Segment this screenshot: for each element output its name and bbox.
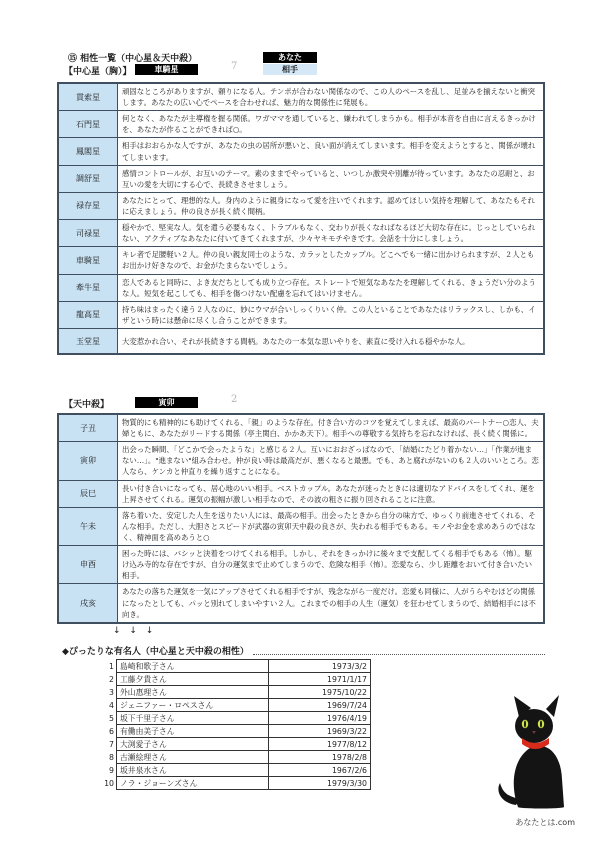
partner-badge: 相手 [263,64,317,75]
celebrity-row [99,751,371,764]
celebrity-birthdate: 1977/8/12 [269,738,371,751]
table-row [58,546,544,584]
center-star-badge: 車騎星 [135,64,198,75]
table-row [58,192,544,219]
tenchusatsu-name-cell: 辰巳 [58,480,118,507]
celebrity-rank: 7 [109,739,114,749]
compat-text-cell: 恋人であると同時に、よき友だちとしても成り立つ存在。ストレートで短気なあなたを理解してくれる、きょうだい分のような人。短気を起こしても、相手を傷つけない配慮を忘れてはいけません。 [118,274,545,301]
table-row [58,111,544,138]
table-row [58,480,544,507]
celebrity-row [99,660,371,673]
compat-text-cell: 何となく、あなたが主導権を握る関係。ワガママを通していると、嫌われてしまうかも。相手が本音を自由に言えるきっかけを、あなたが作ることができれば○。 [118,111,545,138]
celebrity-birthdate: 1973/3/2 [269,660,371,673]
celebrity-birthdate: 1967/2/6 [269,764,371,777]
celebrity-row [99,673,371,686]
compat-text-cell: 長い付き合いになっても、居心地のいい相手。ベストカップル。あなたが迷ったときには適切なアドバイスをしてくれ、運を上昇させてくれる。運気の振幅が激しい相手なので、その波の粗さに振り回されることに注意。 [118,480,545,507]
watermark-7: 7 [231,61,238,72]
celebrities-heading-text: ◆ぴったりな有名人（中心星と天中殺の相性） [62,647,249,657]
celebrity-row [99,764,371,777]
tenchusatsu-name-cell: 子丑 [58,414,118,442]
celebrity-rank: 9 [109,765,114,775]
table-row [58,247,544,274]
celebrity-birthdate: 1976/4/19 [269,712,371,725]
celebrity-name: ジェニファー・ロペスさん [117,699,269,712]
celebrity-name: ノラ・ジョーンズさん [117,777,269,790]
table-row [58,83,544,111]
tenchusatsu-compat-table [57,413,545,624]
star-name-cell: 貫索星 [58,83,118,111]
celebrity-name: 大渕愛子さん [117,738,269,751]
table-row [58,274,544,301]
down-arrows: ↓ ↓ ↓ [113,626,157,636]
table-row [58,507,544,545]
celebrity-name: 有働由美子さん [117,725,269,738]
tenchusatsu-name-cell: 寅卯 [58,442,118,480]
star-name-cell: 鳳閣星 [58,138,118,165]
site-name: あなたとは.com [515,818,575,827]
celebrity-birthdate: 1969/7/24 [269,699,371,712]
compat-text-cell: 穏やかで、堅実な人。気を遣う必要もなく、トラブルもなく、交わりが長くなればなるほど大切な存在に。じっとしていられない、アクティブなあなたに付いてきてくれますが、少々ヤキモチやきです。会話を十分にしましょう。 [118,220,545,247]
celebrity-row [99,686,371,699]
celebrity-name: 工藤夕貴さん [117,673,269,686]
compat-text-cell: 相手はおおらかな人ですが、あなたの虫の居所が悪いと、良い面が消えてしまいます。相手を変えようとすると、関係が壊れてしまいます。 [118,138,545,165]
celebrity-rank: 10 [104,778,114,788]
tenchusatsu-badge: 寅卯 [135,397,198,408]
section2-heading: 【天中殺】 [64,400,110,410]
celebrities-table [99,659,371,790]
celebrity-name: 古瀬絵理さん [117,751,269,764]
table-row [58,584,544,623]
celebrity-rank: 2 [109,674,114,684]
page-title: ⑮ 相性一覧（中心星＆天中殺） [68,54,198,64]
section1-heading: 【中心星（胸）】 [64,67,132,77]
compat-text-cell: 感情コントロールが、お互いのテーマ。素のままでやっていると、いつしか激突や別離が待っています。あなたの忍耐と、お互いの愛を大切にする心で、長続きさせましょう。 [118,165,545,192]
compat-text-cell: 困った時には、バシッと決着をつけてくれる相手。しかし、それをきっかけに後々まで支配してくる相手でもある（怖）。駆け込み寺的な存在ですが、自分の運気まで止めてしまうので、危険な相手（怖）。恋愛なら、少し距離をおいて付き合いたい相手。 [118,546,545,584]
star-name-cell: 石門星 [58,111,118,138]
tenchusatsu-name-cell: 午未 [58,507,118,545]
star-name-cell: 車騎星 [58,247,118,274]
table-row [58,220,544,247]
star-name-cell: 龍高星 [58,301,118,328]
table-row [58,328,544,354]
celebrity-row [99,777,371,790]
celebrities-heading [62,644,545,657]
compat-text-cell: あなたの落ちた運気を一気にアップさせてくれる相手ですが、残念ながら一度だけ。恋愛も同様に、人がうらやむほどの関係になったとしても、パッと別れてしまいやすい２人。これまでの相手の人生（運気）を狂わせてしまうので、結婚相手には不向き。 [118,584,545,623]
table-row [58,442,544,480]
tenchusatsu-name-cell: 申酉 [58,546,118,584]
celebrity-birthdate: 1975/10/22 [269,686,371,699]
table-row [58,138,544,165]
compat-text-cell: 頑固なところがありますが、頼りになる人。テンポが合わない関係なので、この人のペースを乱し、足並みを揃えないと衝突します。あなたの広い心でペースを合わせれば、魅力的な関係性に発展も。 [118,83,545,111]
black-cat-illustration [482,693,582,811]
table-row [58,414,544,442]
dotted-leader [253,654,545,655]
celebrity-birthdate: 1971/1/17 [269,673,371,686]
star-name-cell: 玉堂星 [58,328,118,354]
center-star-compat-table [57,82,545,355]
celebrity-row [99,712,371,725]
celebrity-rank: 3 [109,687,114,697]
celebrity-row [99,738,371,751]
star-name-cell: 司禄星 [58,220,118,247]
celebrity-name: 坂下千里子さん [117,712,269,725]
compat-text-cell: 出会った瞬間、「どこかで会ったような」と感じる２人。互いにおおざっぱなので、「結婚にたどり着かない…」「作業が進まない…」。"進まない"組み合わせ。仲が良い時は最高だが、悪くなると最悪。でも、あと腐れがないのも２人のいいところ。恋人なら、ケンカと仲直りを繰り返すことになる。 [118,442,545,480]
celebrity-rank: 6 [109,726,114,736]
compat-text-cell: 大変惹かれ合い、それが長続きする間柄。あなたの一本気な思いやりを、素直に受け入れる穏やかな人。 [118,328,545,354]
celebrity-row [99,725,371,738]
celebrity-name: 外山惠理さん [117,686,269,699]
star-name-cell: 調舒星 [58,165,118,192]
celebrity-birthdate: 1978/2/8 [269,751,371,764]
celebrity-rank: 1 [109,661,114,671]
star-name-cell: 牽牛星 [58,274,118,301]
celebrity-birthdate: 1969/3/22 [269,725,371,738]
celebrity-row [99,699,371,712]
compat-text-cell: キレ者で足腰軽い２人。仲の良い親友同士のような、カラッとしたカップル。どこへでも一緒に出かけられますが、２人ともお出かけ好きなので、お金がたまらないでしょう。 [118,247,545,274]
celebrity-name: 坂井泉水さん [117,764,269,777]
compat-text-cell: 物質的にも精神的にも助けてくれる、「親」のような存在。付き合い方のコツを覚えてしまえば、最高のパートナー○恋人、夫婦ともに、あなたがリードする関係（亭主関白、かかあ天下）。相手への尊敬する気持ちを忘れなければ、長く続く関係に。 [118,414,545,442]
tenchusatsu-name-cell: 戌亥 [58,584,118,623]
compat-text-cell: 落ち着いた、安定した人生を送りたい人には、最高の相手。出会ったときから自分の味方で、ゆっくり前進させてくれる、そんな相手。ただし、大胆さとスピードが武器の寅卯天中殺の良さが、失われる相手でもある。モノやお金を求めあうのではなく、精神面を高めあうと○ [118,507,545,545]
you-badge: あなた [263,52,317,63]
watermark-2: 2 [231,394,238,405]
celebrity-birthdate: 1979/3/30 [269,777,371,790]
table-row [58,165,544,192]
celebrity-name: 島崎和歌子さん [117,660,269,673]
compat-text-cell: あなたにとって、理想的な人。身内のように親身になって愛を注いでくれます。認めてほしい気持を理解して、あなたもそれに応えましょう。仲の良さが長く続く間柄。 [118,192,545,219]
celebrity-rank: 8 [109,752,114,762]
celebrity-rank: 5 [109,713,114,723]
celebrity-rank: 4 [109,700,114,710]
table-row [58,301,544,328]
star-name-cell: 禄存星 [58,192,118,219]
compat-text-cell: 持ち味はまったく違う２人なのに、妙にウマが合いしっくりいく仲。この人といることであなたはリラックスし、しかも、イザという時には懸命に尽くし合うことができます。 [118,301,545,328]
